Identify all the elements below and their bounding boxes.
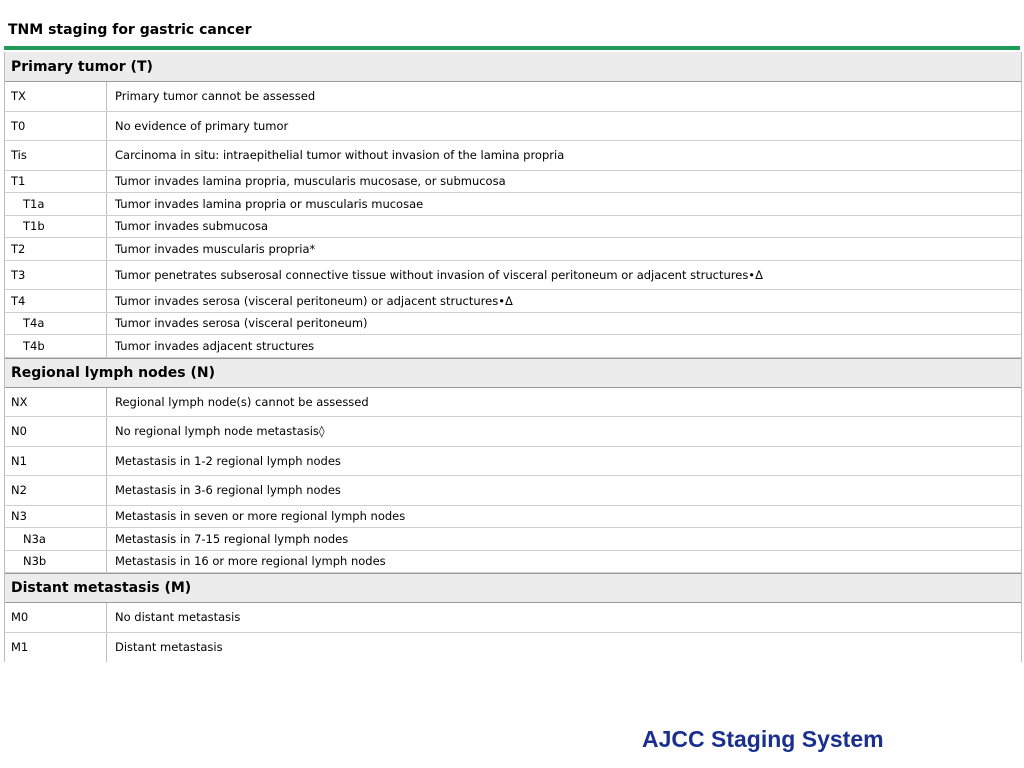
stage-description: Tumor invades serosa (visceral peritoneum) or adjacent structures•Δ [115, 293, 513, 308]
table-row [5, 528, 1021, 551]
stage-description: Tumor invades submucosa [115, 219, 269, 234]
table-row [5, 417, 1021, 447]
stage-code: N2 [5, 476, 107, 505]
table-row [5, 290, 1021, 313]
stage-code: N3 [5, 506, 107, 528]
stage-description: No evidence of primary tumor [115, 118, 289, 133]
table-row [5, 603, 1021, 633]
slide-caption: AJCC Staging System [642, 726, 884, 752]
table-title: TNM staging for gastric cancer [8, 22, 252, 38]
stage-code: TX [5, 82, 107, 111]
stage-code: M0 [5, 603, 107, 632]
stage-code: N3a [5, 528, 107, 550]
stage-code: N3b [5, 551, 107, 573]
table-row [5, 216, 1021, 239]
table-row [5, 193, 1021, 216]
stage-description: Metastasis in 16 or more regional lymph nodes [115, 554, 386, 569]
stage-code: T0 [5, 112, 107, 141]
section-heading: Regional lymph nodes (N) [5, 358, 1021, 388]
stage-code: T1 [5, 171, 107, 193]
stage-code: T4 [5, 290, 107, 312]
stage-code: T3 [5, 261, 107, 290]
stage-description: Tumor invades lamina propria, muscularis mucosase, or submucosa [115, 174, 506, 189]
stage-code: T1b [5, 216, 107, 238]
stage-description: Metastasis in 3-6 regional lymph nodes [115, 483, 341, 498]
table-row [5, 506, 1021, 529]
table-row [5, 261, 1021, 291]
table-row [5, 335, 1021, 358]
table-row [5, 238, 1021, 261]
section-heading: Distant metastasis (M) [5, 573, 1021, 603]
stage-description: No distant metastasis [115, 610, 241, 625]
stage-description: Metastasis in 7-15 regional lymph nodes [115, 531, 349, 546]
stage-description: Tumor invades lamina propria or muscularis mucosae [115, 196, 424, 211]
stage-code: N1 [5, 447, 107, 476]
table-row [5, 313, 1021, 336]
title-divider [4, 46, 1020, 50]
table-row [5, 388, 1021, 418]
stage-code: T2 [5, 238, 107, 260]
table-row [5, 82, 1021, 112]
stage-code: N0 [5, 417, 107, 446]
stage-code: T4a [5, 313, 107, 335]
stage-description: Tumor penetrates subserosal connective tissue without invasion of visceral peritoneum or adjacent structures•Δ [115, 267, 763, 282]
table-row [5, 551, 1021, 574]
staging-table [4, 52, 1022, 662]
stage-code: NX [5, 388, 107, 417]
table-row [5, 141, 1021, 171]
stage-description: Distant metastasis [115, 640, 223, 655]
stage-code: T1a [5, 193, 107, 215]
stage-description: Tumor invades muscularis propria* [115, 241, 316, 256]
stage-description: Metastasis in seven or more regional lymph nodes [115, 509, 406, 524]
stage-description: Regional lymph node(s) cannot be assessed [115, 394, 369, 409]
stage-description: Primary tumor cannot be assessed [115, 89, 316, 104]
stage-code: M1 [5, 633, 107, 663]
table-row [5, 112, 1021, 142]
stage-description: Tumor invades serosa (visceral peritoneum) [115, 316, 368, 331]
table-row [5, 171, 1021, 194]
table-row [5, 447, 1021, 477]
stage-description: No regional lymph node metastasis◊ [115, 424, 325, 439]
table-row [5, 633, 1021, 663]
stage-description: Tumor invades adjacent structures [115, 338, 315, 353]
stage-code: T4b [5, 335, 107, 357]
table-row [5, 476, 1021, 506]
stage-description: Carcinoma in situ: intraepithelial tumor without invasion of the lamina propria [115, 148, 565, 163]
stage-code: Tis [5, 141, 107, 170]
section-heading: Primary tumor (T) [5, 52, 1021, 82]
stage-description: Metastasis in 1-2 regional lymph nodes [115, 453, 341, 468]
